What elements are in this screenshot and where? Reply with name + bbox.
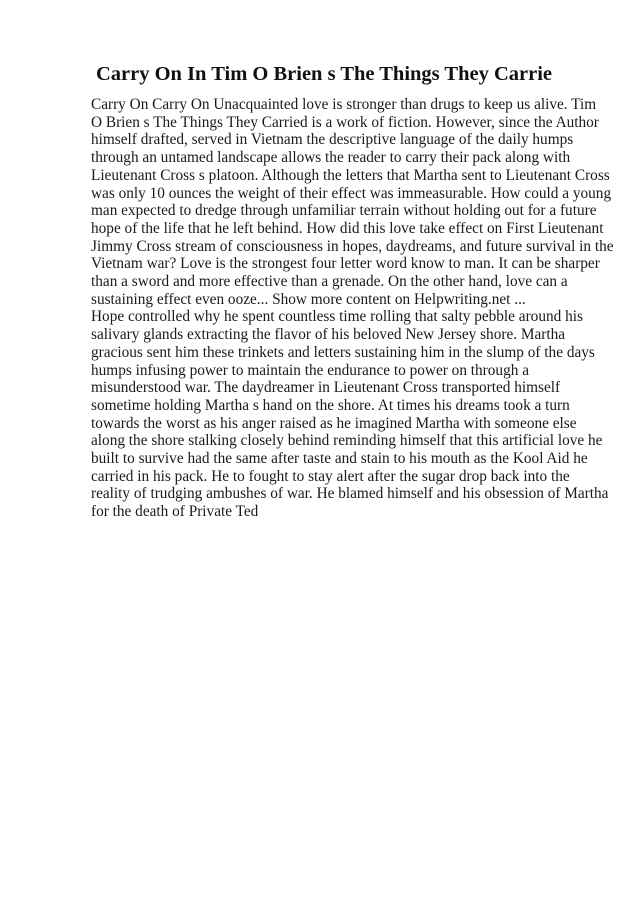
body-line: carried in his pack. He to fought to stay alert after the sugar drop back into the <box>91 467 570 485</box>
body-line: Vietnam war? Love is the strongest four letter word know to man. It can be sharper <box>91 255 600 273</box>
body-line: O Brien s The Things They Carried is a work of fiction. However, since the Author <box>91 113 599 131</box>
body-line: through an untamed landscape allows the reader to carry their pack along with <box>91 149 571 167</box>
body-line: towards the worst as his anger raised as he imagined Martha with someone else <box>91 414 577 432</box>
body-line: himself drafted, served in Vietnam the descriptive language of the daily humps <box>91 131 574 149</box>
body-line: sometime holding Martha s hand on the shore. At times his dreams took a turn <box>91 396 570 414</box>
document-title: Carry On In Tim O Brien s The Things They Carrie <box>95 63 552 85</box>
body-line: built to survive had the same after taste and stain to his mouth as the Kool Aid he <box>91 450 588 468</box>
body-line: sustaining effect even ooze... Show more content on Helpwriting.net ... <box>91 290 526 308</box>
body-line: hope of the life that he left behind. How did this love take effect on First Lieutenant <box>91 219 604 237</box>
body-line: for the death of Private Ted <box>91 503 259 521</box>
body-line: salivary glands extracting the flavor of his beloved New Jersey shore. Martha <box>91 326 566 344</box>
body-line: along the shore stalking closely behind reminding himself that this artificial love he <box>91 432 603 450</box>
body-line: misunderstood war. The daydreamer in Lieutenant Cross transported himself <box>91 379 561 397</box>
body-line: Hope controlled why he spent countless time rolling that salty pebble around his <box>91 308 583 326</box>
body-line: man expected to dredge through unfamiliar terrain without holding out for a future <box>91 202 597 220</box>
body-line: Carry On Carry On Unacquainted love is stronger than drugs to keep us alive. Tim <box>91 96 597 113</box>
body-line: than a sword and more effective than a grenade. On the other hand, love can a <box>91 273 568 291</box>
document-body <box>91 96 614 521</box>
body-line: humps infusing power to maintain the endurance to power on through a <box>91 361 529 379</box>
body-line: gracious sent him these trinkets and letters sustaining him in the slump of the days <box>91 343 595 361</box>
body-line: was only 10 ounces the weight of their effect was immeasurable. How could a young <box>91 184 612 202</box>
body-line: Lieutenant Cross s platoon. Although the letters that Martha sent to Lieutenant Cross <box>91 166 610 184</box>
body-line: reality of trudging ambushes of war. He blamed himself and his obsession of Martha <box>91 485 609 503</box>
body-line: Jimmy Cross stream of consciousness in hopes, daydreams, and future survival in the <box>91 237 614 255</box>
